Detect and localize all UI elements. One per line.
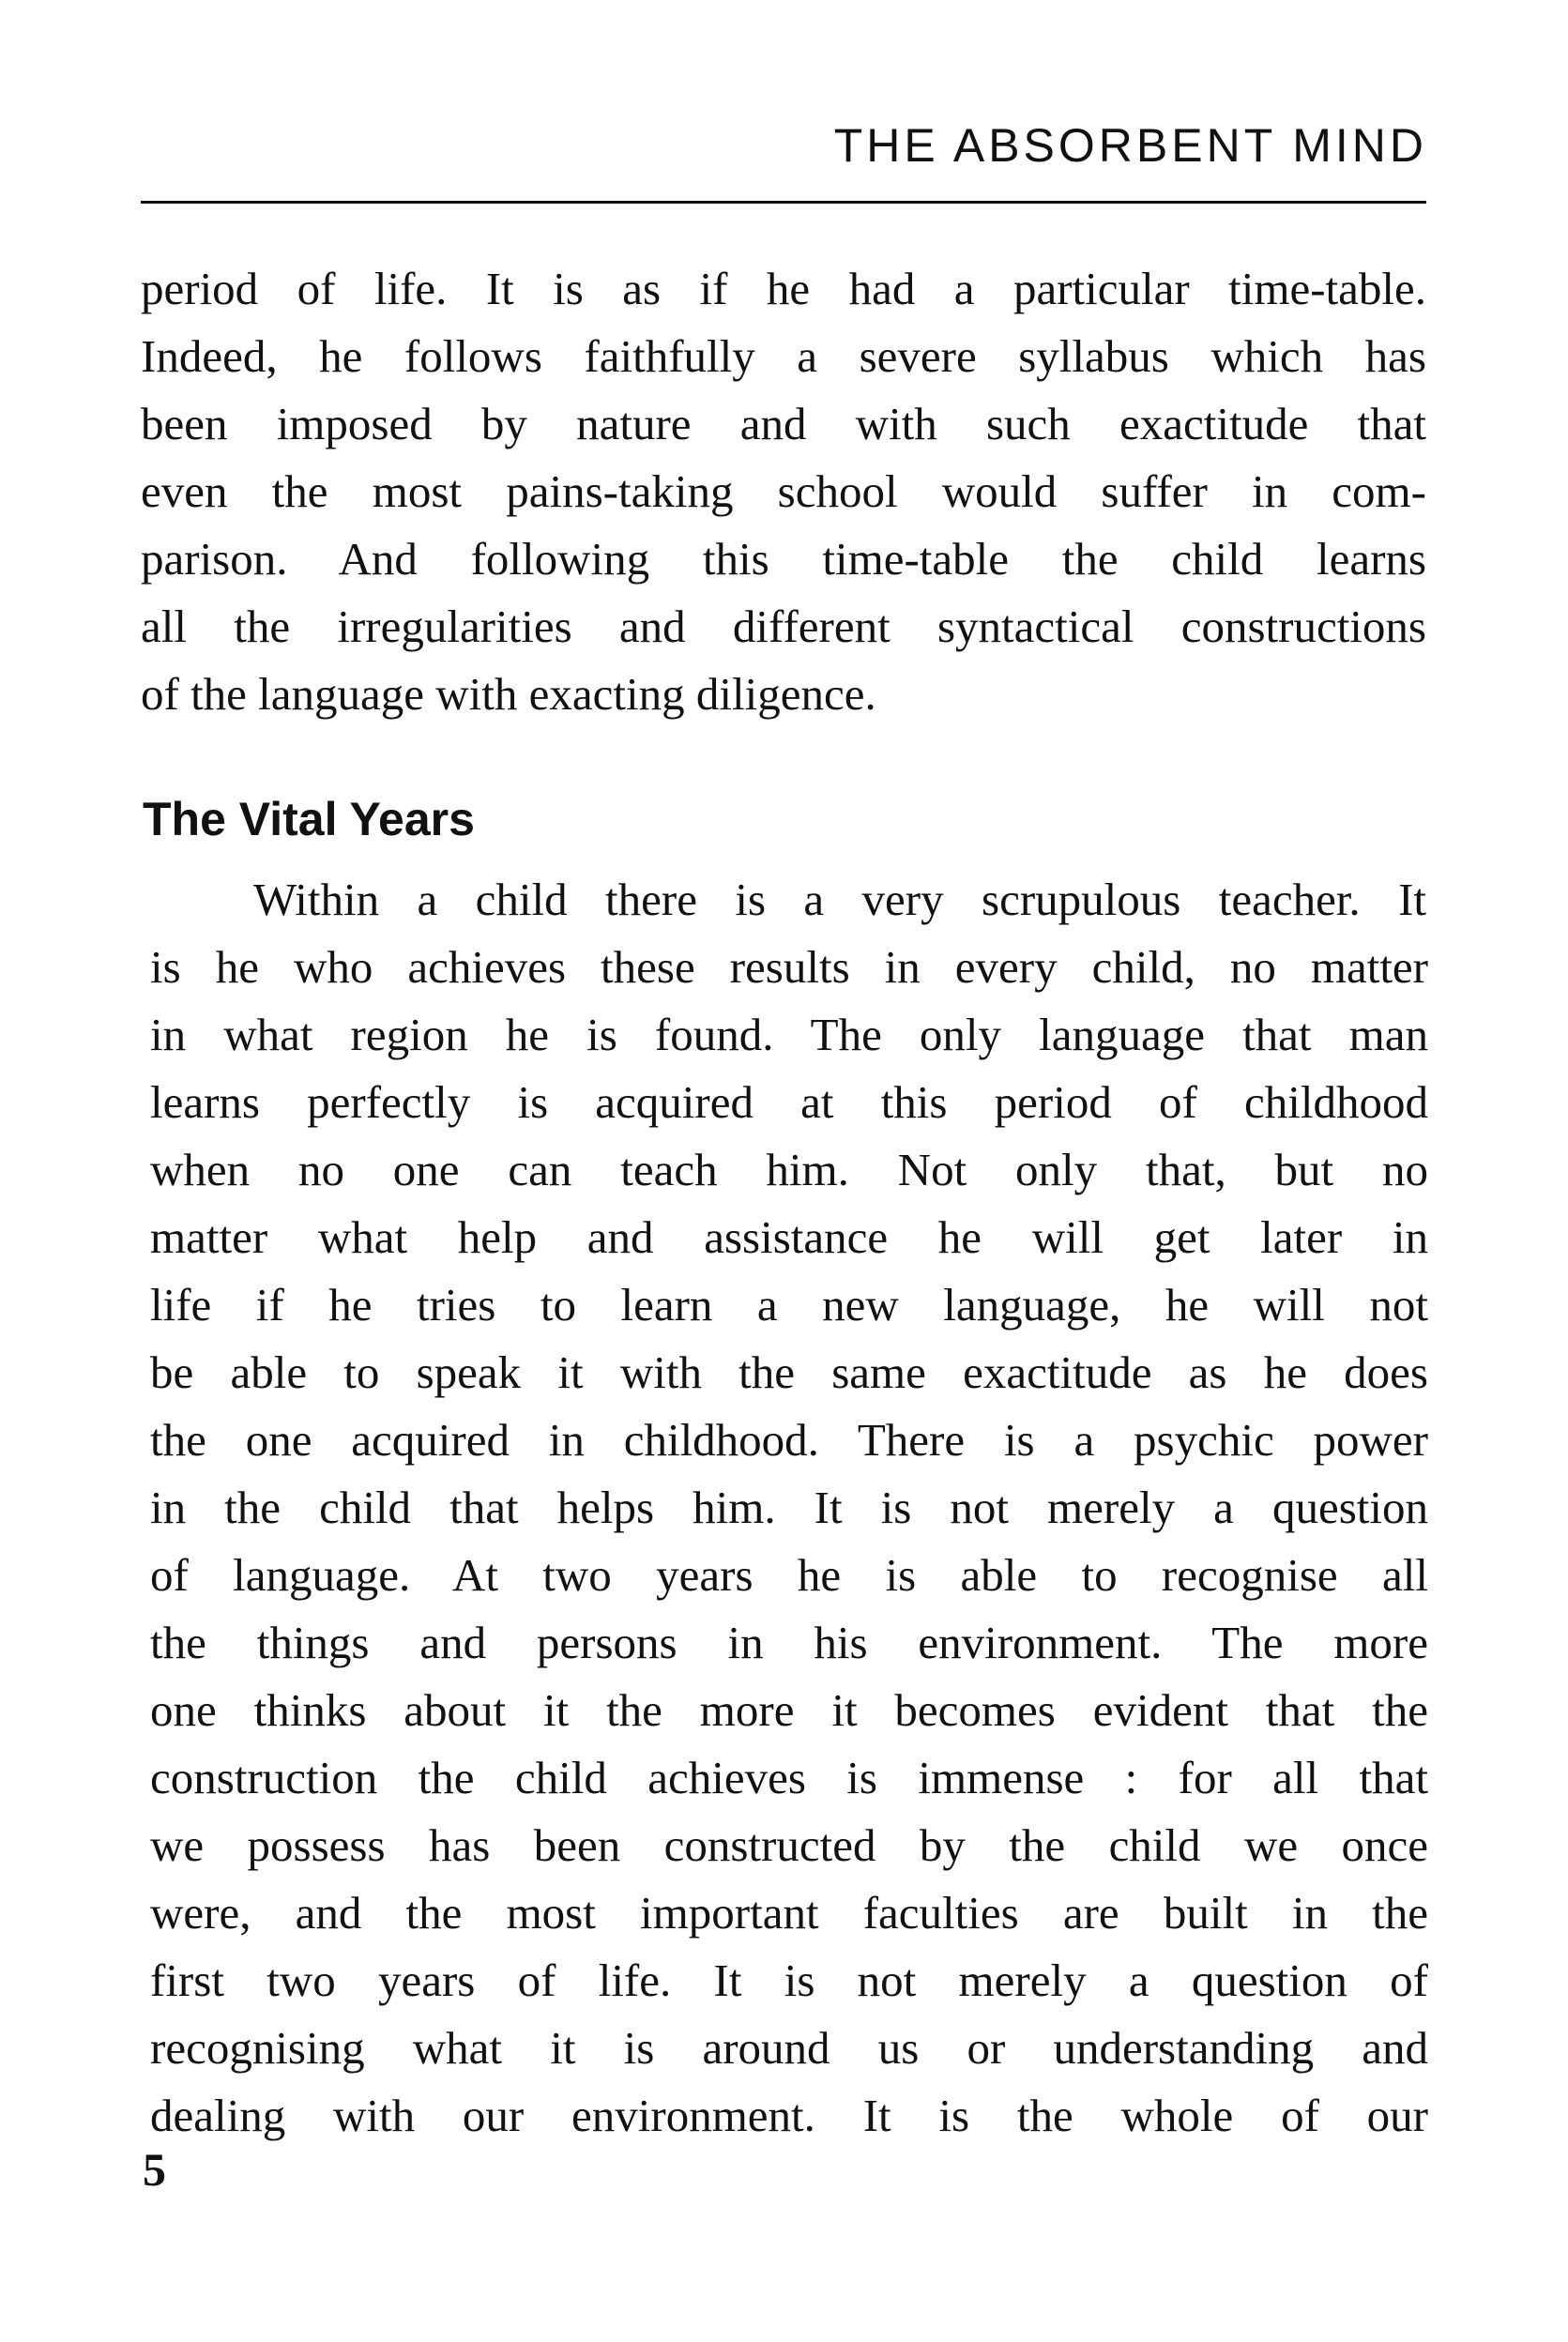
header-rule [141,201,1426,204]
text-line: matter what help and assistance he will get later in [150,1211,1428,1263]
text-line: construction the child achieves is immense : for all that [150,1752,1428,1803]
text-line: Indeed, he follows faithfully a severe syllabus which has [141,330,1426,382]
text-line: of the language with exacting diligence. [141,668,876,720]
running-head: THE ABSORBENT MIND [833,119,1427,172]
text-line: of language. At two years he is able to recognise all [150,1549,1428,1601]
text-line: life if he tries to learn a new language, he will not [150,1279,1428,1331]
text-line: we possess has been constructed by the child we once [150,1819,1428,1871]
text-line: when no one can teach him. Not only that, but no [150,1144,1428,1195]
text-line: learns perfectly is acquired at this period of childhood [150,1076,1428,1128]
text-line: been imposed by nature and with such exactitude that [141,398,1426,449]
text-line: recognising what it is around us or understanding and [150,2022,1428,2074]
text-line: even the most pains-taking school would suffer in com- [141,465,1426,517]
text-line: in the child that helps him. It is not merely a question [150,1482,1428,1533]
text-line: be able to speak it with the same exactitude as he does [150,1346,1428,1398]
text-line: were, and the most important faculties are built in the [150,1887,1428,1939]
text-line: is he who achieves these results in every child, no matter [150,941,1428,993]
text-line: Within a child there is a very scrupulous teacher. It [253,874,1426,925]
text-line: parison. And following this time-table the child learns [141,533,1426,585]
text-line: the one acquired in childhood. There is a psychic power [150,1414,1428,1466]
text-line: one thinks about it the more it becomes evident that the [150,1684,1428,1736]
text-line: first two years of life. It is not merely a question of [150,1954,1428,2006]
text-line: dealing with our environment. It is the whole of our [150,2090,1428,2141]
page-number: 5 [143,2143,166,2196]
text-line: all the irregularities and different syntactical constructions [141,601,1426,652]
text-line: in what region he is found. The only language that man [150,1009,1428,1060]
section-heading: The Vital Years [143,793,475,845]
text-line: period of life. It is as if he had a particular time-table. [141,263,1426,314]
text-line: the things and persons in his environment. The more [150,1617,1428,1668]
